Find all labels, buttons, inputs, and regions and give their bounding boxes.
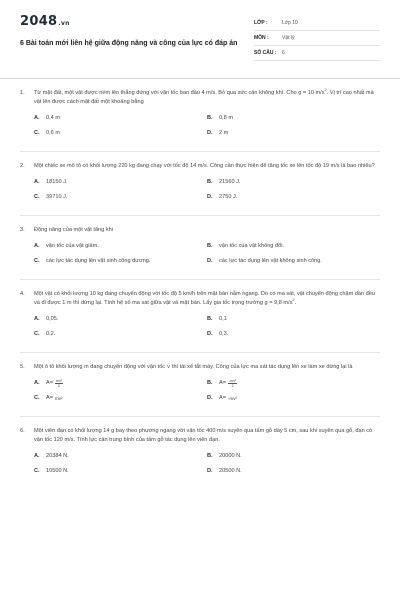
meta-value: 6 (282, 50, 285, 56)
answer-text: 0,3. (219, 331, 229, 337)
answer-option[interactable] (34, 241, 207, 252)
meta-value: Vật lý (282, 35, 295, 41)
question-number: 6. (20, 428, 25, 434)
answer-option[interactable] (207, 241, 380, 252)
question-item (20, 353, 380, 417)
velocity-vector: → v (167, 363, 170, 372)
answer-options (20, 241, 380, 271)
answer-option[interactable] (207, 466, 380, 477)
answer-text: 20500 N. (219, 468, 242, 474)
answer-option[interactable] (207, 393, 380, 404)
answer-option[interactable] (34, 466, 207, 477)
answer-text: 10500 N. (46, 468, 69, 474)
document-title: 6 Bài toán mới liên hệ giữa động năng và công của lực có đáp án (20, 40, 238, 47)
answer-option[interactable] (34, 256, 207, 267)
answer-letter: A. (34, 115, 40, 121)
answer-options (20, 451, 380, 481)
meta-label: LỚP : (254, 20, 268, 26)
answer-letter: D. (207, 194, 213, 200)
question-item (20, 417, 380, 489)
answer-letter: B. (207, 380, 213, 386)
answer-letter: C. (34, 194, 40, 200)
answer-text: 39710 J. (46, 194, 68, 200)
answer-option[interactable] (34, 177, 207, 188)
answer-option[interactable] (207, 113, 380, 124)
answer-option[interactable] (207, 192, 380, 203)
answer-letter: C. (34, 395, 40, 401)
answer-text: 20384 N. (46, 453, 69, 459)
meta-value: Lớp 10 (282, 20, 298, 26)
answer-option[interactable] (207, 314, 380, 325)
question-number: 3. (20, 227, 25, 233)
answer-options (20, 177, 380, 207)
meta-label: MÔN : (254, 35, 269, 41)
answer-text: 18150 J. (46, 179, 68, 185)
answer-option[interactable] (34, 314, 207, 325)
question-text: Từ mặt đất, một vật được ném lên thẳng đứng với vận tốc ban đầu 4 m/s. Bỏ qua sức cản không khí. Cho g = 10 $m/s^2$. Vị trí cao nhất mà vật lên được cách mặt đất một khoảng bằng (34, 87, 374, 105)
answer-letter: D. (207, 130, 213, 136)
formula-prefix: A= (46, 380, 53, 386)
question-item (20, 280, 380, 353)
formula-expression: -mv² (228, 396, 237, 401)
formula-fraction: $\frac{\text{-mv²}}{2}$ (229, 379, 237, 388)
answer-option[interactable] (34, 128, 207, 139)
answer-letter: D. (207, 258, 213, 264)
question-text: Một vật có khối lượng 10 kg đang chuyển động với tốc độ 5 km/h trên mặt bàn nằm ngang. Do có ma sát, vật chuyển động chậm dần đều và đi được 1 m thì dừng lại. Tính hệ số ma sát giữa vật và mặt bàn. Lấy gia tốc trọng trường g = 9,8 $m/s^2$. (34, 291, 376, 306)
question-number: 2. (20, 163, 25, 169)
question-number: 4. (20, 291, 25, 297)
site-logo[interactable] (20, 14, 70, 29)
answer-letter: B. (207, 243, 213, 249)
logo-suffix: .vn (58, 20, 70, 27)
answer-option[interactable] (207, 256, 380, 267)
answer-option[interactable] (207, 378, 380, 389)
formula-prefix: A= (219, 395, 226, 401)
formula-expression: mv² (55, 396, 63, 401)
answer-option[interactable] (34, 192, 207, 203)
answer-text: các lực tác dụng lên vật sinh công dương. (46, 258, 151, 264)
question-item (20, 79, 380, 152)
question-number: 1. (20, 90, 25, 96)
answer-letter: D. (207, 395, 213, 401)
meta-row-subject (254, 31, 380, 46)
formula-prefix: A= (219, 380, 226, 386)
answer-option[interactable] (207, 177, 380, 188)
answer-text: vận tốc của vật không đổi. (219, 243, 284, 249)
answer-letter: C. (34, 130, 40, 136)
answer-letter: B. (207, 179, 213, 185)
answer-text: các lực tác dụng lên vật không sinh công. (219, 258, 322, 264)
answer-letter: A. (34, 380, 40, 386)
answer-text: 20000 N. (219, 453, 242, 459)
answer-text: 0,1 (219, 316, 227, 322)
meta-row-class (254, 16, 380, 31)
question-text: Một viên đạn có khối lượng 14 g bay theo phương ngang với vận tốc 400 m/s xuyên qua tấm gỗ dày 5 cm, sau khi xuyên qua gỗ, đạn có vận tốc 120 m/s. Tính lực cản trung bình của tấm gỗ tác dụng lên viên đạn. (34, 428, 373, 443)
meta-table (254, 16, 380, 61)
question-text: Một ô tô khối lượng m đang chuyển động với vận tốc→ v thì tài xế tắt máy. Công của lực ma sát tác dụng lên xe làm xe dừng lại là (34, 363, 380, 372)
answer-letter: A. (34, 179, 40, 185)
answer-option[interactable] (34, 451, 207, 462)
question-text: Một chiếc xe mô tô có khối lượng 220 kg đang chạy với tốc độ 14 m/s. Công cần thực hiện để tăng tốc xe lên tốc độ 19 m/s là bao nhiêu? (34, 163, 375, 169)
answer-letter: C. (34, 331, 40, 337)
answer-option[interactable] (207, 451, 380, 462)
answer-text: 0,6 m (46, 130, 60, 136)
answer-text: vận tốc của vật giảm. (46, 243, 99, 249)
question-text: Động năng của một vật tăng khi (34, 227, 113, 233)
answer-letter: A. (34, 453, 40, 459)
answer-letter: A. (34, 243, 40, 249)
answer-letter: B. (207, 316, 213, 322)
formula-fraction: $\frac{\text{mv²}}{2}$ (56, 379, 62, 388)
answer-options (20, 314, 380, 344)
answer-letter: B. (207, 115, 213, 121)
answer-letter: D. (207, 468, 213, 474)
answer-letter: A. (34, 316, 40, 322)
meta-row-count (254, 46, 380, 61)
answer-text: 0,8 m (219, 115, 233, 121)
question-item (20, 152, 380, 216)
answer-options (20, 113, 380, 143)
answer-text: 0,05. (46, 316, 59, 322)
answer-option[interactable] (34, 393, 207, 404)
answer-letter: D. (207, 331, 213, 337)
answer-text: 0,4 m (46, 115, 60, 121)
formula-prefix: A= (46, 395, 53, 401)
answer-text: 0,2. (46, 331, 56, 337)
answer-option[interactable] (34, 378, 207, 389)
answer-option[interactable] (207, 128, 380, 139)
answer-text: 21560 J. (219, 179, 241, 185)
answer-letter: C. (34, 468, 40, 474)
question-item (20, 216, 380, 280)
answer-option[interactable] (34, 329, 207, 340)
logo-main: 2048 (20, 14, 58, 29)
answer-text: 2 m (219, 130, 229, 136)
answer-option[interactable] (207, 329, 380, 340)
answer-option[interactable] (34, 113, 207, 124)
answer-text: 2750 J. (219, 194, 238, 200)
answer-letter: B. (207, 453, 213, 459)
meta-label: SỐ CÂU : (254, 50, 277, 56)
answer-options (20, 378, 380, 408)
page-header (20, 14, 380, 72)
question-number: 5. (20, 364, 25, 370)
answer-letter: C. (34, 258, 40, 264)
